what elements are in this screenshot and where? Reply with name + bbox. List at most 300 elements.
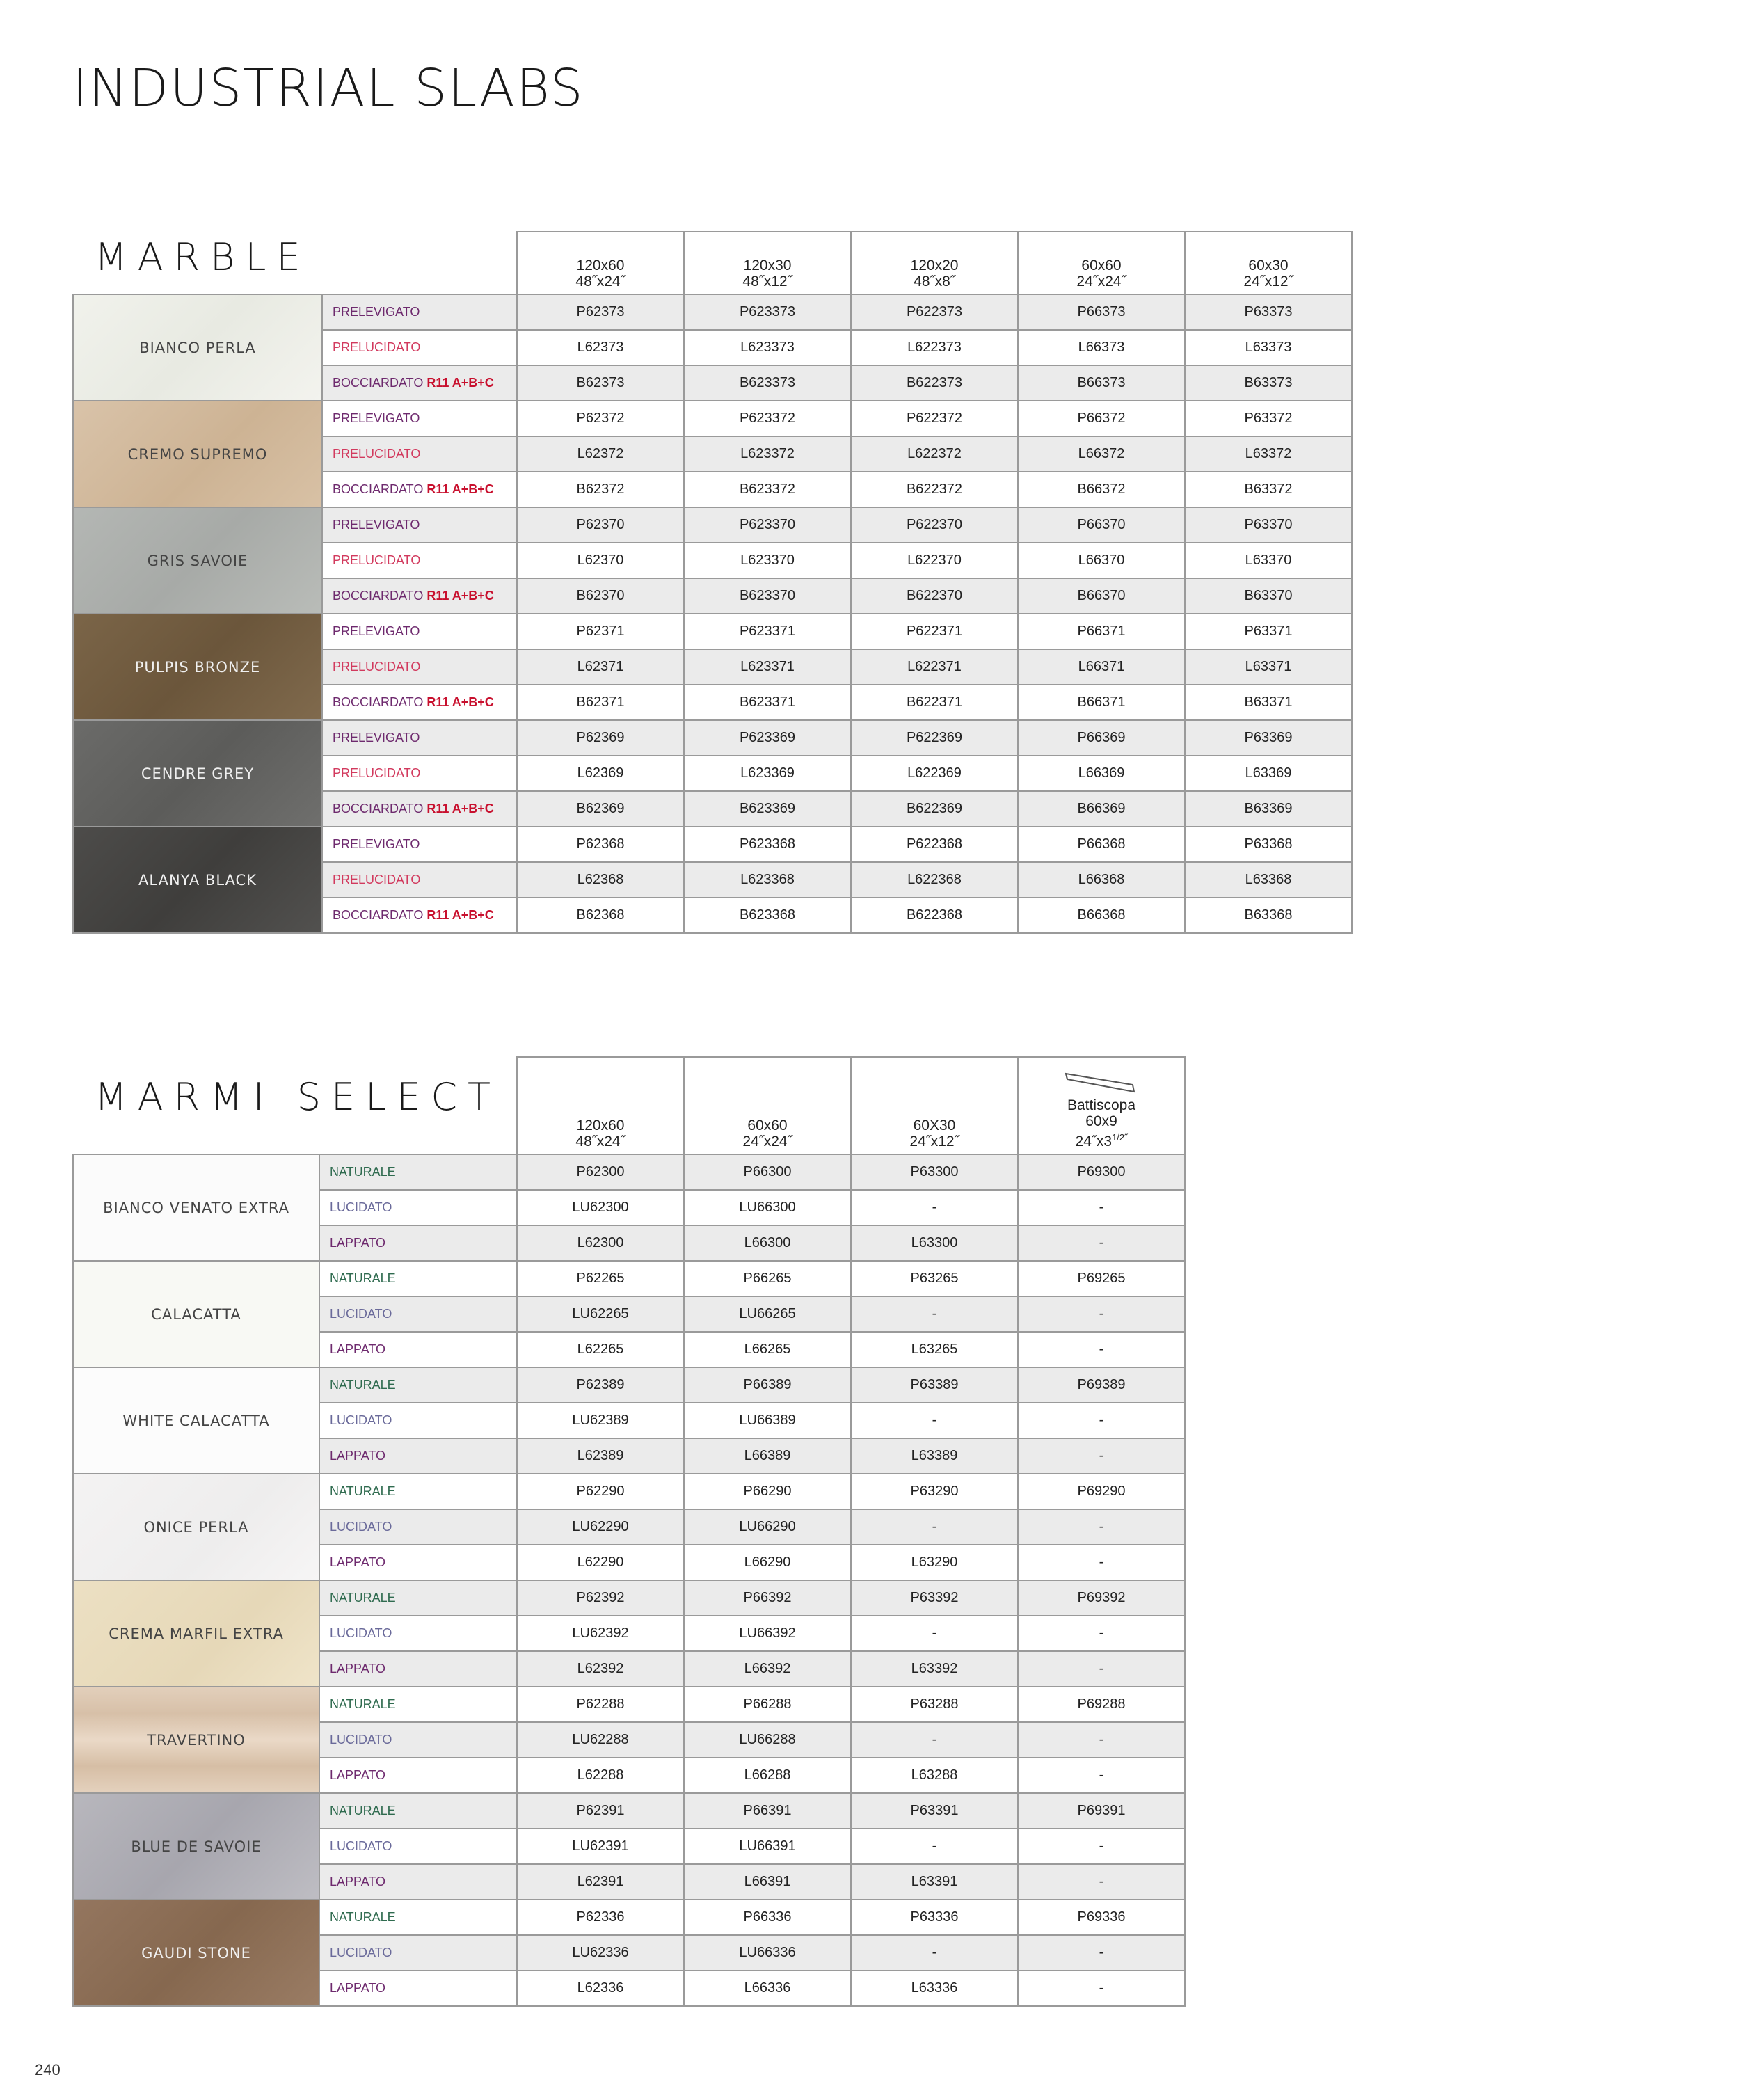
product-code: P62369 (517, 720, 684, 756)
product-code: P623369 (684, 720, 851, 756)
product-code: B66370 (1018, 578, 1185, 614)
product-code: B66371 (1018, 685, 1185, 720)
product-code: LU66389 (684, 1403, 851, 1438)
size-metric: 60x9 (1085, 1113, 1117, 1129)
size-label: Battiscopa (1067, 1097, 1136, 1113)
product-code: L63369 (1185, 756, 1352, 791)
product-code: P66370 (1018, 507, 1185, 543)
slip-rating-badge: R11 A+B+C (426, 589, 494, 603)
product-code: B63371 (1185, 685, 1352, 720)
finish-label: BOCCIARDATO R11 A+B+C (322, 685, 517, 720)
slip-rating-badge: R11 A+B+C (426, 482, 494, 496)
size-metric: 120x30 (743, 257, 792, 273)
size-imperial: 24˝x24˝ (1076, 273, 1126, 289)
product-code: P66336 (684, 1900, 851, 1935)
product-code: P69391 (1018, 1793, 1185, 1829)
product-code: P622373 (851, 294, 1018, 330)
product-code: L66371 (1018, 649, 1185, 685)
product-code: LU66336 (684, 1935, 851, 1971)
product-code: B622369 (851, 791, 1018, 827)
finish-label: BOCCIARDATO R11 A+B+C (322, 898, 517, 933)
product-code: B622373 (851, 365, 1018, 401)
size-imperial: 48˝x12˝ (742, 273, 792, 289)
product-code: P69288 (1018, 1687, 1185, 1722)
material-swatch-bianco-perla: BIANCO PERLA (73, 294, 322, 401)
size-header (1185, 232, 1352, 294)
product-code: P66369 (1018, 720, 1185, 756)
finish-label: BOCCIARDATO R11 A+B+C (322, 365, 517, 401)
product-code: P62265 (517, 1261, 684, 1296)
product-code: B62370 (517, 578, 684, 614)
product-code: L63300 (851, 1225, 1018, 1261)
size-header (684, 232, 851, 294)
product-code: B66373 (1018, 365, 1185, 401)
product-code: B622368 (851, 898, 1018, 933)
product-code: P69265 (1018, 1261, 1185, 1296)
finish-label: PRELUCIDATO (322, 436, 517, 472)
product-code: L62391 (517, 1864, 684, 1900)
material-swatch-white-calacatta: WHITE CALACATTA (73, 1367, 319, 1474)
product-code: L622368 (851, 862, 1018, 898)
product-code: LU62300 (517, 1190, 684, 1225)
product-code: P623372 (684, 401, 851, 436)
product-code: P62300 (517, 1154, 684, 1190)
finish-label: LAPPATO (319, 1332, 517, 1367)
product-code: B63372 (1185, 472, 1352, 507)
table-row (73, 827, 1352, 862)
product-code: - (1018, 1864, 1185, 1900)
product-code: L623370 (684, 543, 851, 578)
size-metric: 60X30 (913, 1117, 956, 1133)
size-metric: 120x20 (910, 257, 959, 273)
product-code: P63369 (1185, 720, 1352, 756)
product-code: B622370 (851, 578, 1018, 614)
product-code: B62369 (517, 791, 684, 827)
section-title-marmi-select: MARMI SELECT (95, 1075, 502, 1119)
product-code: P62370 (517, 507, 684, 543)
product-code: P69392 (1018, 1580, 1185, 1616)
slip-rating-badge: R11 A+B+C (426, 908, 494, 922)
product-code: P63336 (851, 1900, 1018, 1935)
finish-label: NATURALE (319, 1580, 517, 1616)
product-code: B62373 (517, 365, 684, 401)
product-code: L63265 (851, 1332, 1018, 1367)
product-code: L63391 (851, 1864, 1018, 1900)
finish-label: LUCIDATO (319, 1296, 517, 1332)
product-code: - (1018, 1403, 1185, 1438)
size-imperial: 24˝x12˝ (909, 1133, 959, 1150)
slip-rating-badge: R11 A+B+C (426, 695, 494, 709)
product-code: - (1018, 1332, 1185, 1367)
product-code: - (1018, 1935, 1185, 1971)
marble-price-table (72, 231, 1353, 934)
product-code: L62368 (517, 862, 684, 898)
product-code: - (851, 1935, 1018, 1971)
header-spacer (73, 232, 517, 294)
size-header-row (73, 232, 1352, 294)
page-title: INDUSTRIAL SLABS (72, 58, 584, 118)
product-code: L63336 (851, 1971, 1018, 2006)
finish-label: LAPPATO (319, 1438, 517, 1474)
table-row (73, 1261, 1185, 1296)
product-code: P66265 (684, 1261, 851, 1296)
finish-label: BOCCIARDATO R11 A+B+C (322, 578, 517, 614)
product-code: P62372 (517, 401, 684, 436)
product-code: P62288 (517, 1687, 684, 1722)
product-code: L66369 (1018, 756, 1185, 791)
material-swatch-cremo-supremo: CREMO SUPREMO (73, 401, 322, 507)
table-row (73, 294, 1352, 330)
finish-label: PRELUCIDATO (322, 330, 517, 365)
product-code: L62288 (517, 1758, 684, 1793)
section-title-marble: MARBLE (95, 235, 311, 279)
product-code: B63370 (1185, 578, 1352, 614)
product-code: L63288 (851, 1758, 1018, 1793)
product-code: L66290 (684, 1545, 851, 1580)
product-code: - (1018, 1225, 1185, 1261)
table-row (73, 614, 1352, 649)
product-code: L66391 (684, 1864, 851, 1900)
product-code: B66369 (1018, 791, 1185, 827)
product-code: B623371 (684, 685, 851, 720)
finish-label: PRELUCIDATO (322, 756, 517, 791)
product-code: B63373 (1185, 365, 1352, 401)
product-code: P69300 (1018, 1154, 1185, 1190)
product-code: P62373 (517, 294, 684, 330)
product-code: P69290 (1018, 1474, 1185, 1509)
finish-label: PRELUCIDATO (322, 862, 517, 898)
header-spacer (73, 1057, 517, 1154)
product-code: L623372 (684, 436, 851, 472)
size-metric: 60x60 (747, 1117, 788, 1133)
slip-rating-badge: R11 A+B+C (426, 802, 494, 816)
finish-label: LUCIDATO (319, 1935, 517, 1971)
product-code: L622371 (851, 649, 1018, 685)
product-code: LU62265 (517, 1296, 684, 1332)
product-code: B623373 (684, 365, 851, 401)
product-code: P622368 (851, 827, 1018, 862)
material-swatch-pulpis-bronze: PULPIS BRONZE (73, 614, 322, 720)
finish-label: PRELEVIGATO (322, 507, 517, 543)
product-code: P62389 (517, 1367, 684, 1403)
material-swatch-gaudi-stone: GAUDI STONE (73, 1900, 319, 2006)
size-header (851, 1057, 1018, 1154)
finish-label: LUCIDATO (319, 1722, 517, 1758)
table-row (73, 1687, 1185, 1722)
product-code: P622371 (851, 614, 1018, 649)
table-row (73, 507, 1352, 543)
product-code: P62392 (517, 1580, 684, 1616)
product-code: P62391 (517, 1793, 684, 1829)
product-code: LU62392 (517, 1616, 684, 1651)
slip-rating-badge: R11 A+B+C (426, 376, 494, 390)
product-code: L63371 (1185, 649, 1352, 685)
product-code: - (851, 1509, 1018, 1545)
finish-label: LAPPATO (319, 1545, 517, 1580)
product-code: P66368 (1018, 827, 1185, 862)
product-code: L63389 (851, 1438, 1018, 1474)
finish-label: LUCIDATO (319, 1190, 517, 1225)
product-code: - (851, 1190, 1018, 1225)
table-row (73, 1900, 1185, 1935)
finish-label: PRELUCIDATO (322, 543, 517, 578)
product-code: P62371 (517, 614, 684, 649)
product-code: - (1018, 1971, 1185, 2006)
product-code: L623368 (684, 862, 851, 898)
product-code: P66288 (684, 1687, 851, 1722)
size-header (851, 232, 1018, 294)
product-code: P62290 (517, 1474, 684, 1509)
product-code: P622369 (851, 720, 1018, 756)
product-code: L62372 (517, 436, 684, 472)
product-code: LU62336 (517, 1935, 684, 1971)
product-code: P62368 (517, 827, 684, 862)
product-code: P63391 (851, 1793, 1018, 1829)
size-imperial: 24˝x12˝ (1243, 273, 1293, 289)
product-code: B623368 (684, 898, 851, 933)
size-imperial: 24˝x24˝ (742, 1133, 792, 1150)
product-code: L623373 (684, 330, 851, 365)
size-metric: 120x60 (576, 257, 625, 273)
product-code: B62368 (517, 898, 684, 933)
product-code: - (1018, 1758, 1185, 1793)
size-header (517, 232, 684, 294)
product-code: P63392 (851, 1580, 1018, 1616)
product-code: P66371 (1018, 614, 1185, 649)
product-code: B63369 (1185, 791, 1352, 827)
product-code: P66372 (1018, 401, 1185, 436)
finish-label: LUCIDATO (319, 1616, 517, 1651)
material-swatch-calacatta: CALACATTA (73, 1261, 319, 1367)
product-code: LU66300 (684, 1190, 851, 1225)
finish-label: LUCIDATO (319, 1509, 517, 1545)
table-row (73, 1474, 1185, 1509)
product-code: LU66290 (684, 1509, 851, 1545)
product-code: L63290 (851, 1545, 1018, 1580)
material-swatch-crema-marfil-extra: CREMA MARFIL EXTRA (73, 1580, 319, 1687)
product-code: L63370 (1185, 543, 1352, 578)
finish-label: NATURALE (319, 1687, 517, 1722)
size-metric: 120x60 (576, 1117, 625, 1133)
product-code: L62290 (517, 1545, 684, 1580)
size-imperial: 48˝x8˝ (914, 273, 955, 289)
finish-label: NATURALE (319, 1793, 517, 1829)
product-code: - (1018, 1616, 1185, 1651)
material-swatch-onice-perla: ONICE PERLA (73, 1474, 319, 1580)
product-code: P66373 (1018, 294, 1185, 330)
product-code: - (1018, 1722, 1185, 1758)
finish-label: NATURALE (319, 1154, 517, 1190)
product-code: B622371 (851, 685, 1018, 720)
size-metric: 60x60 (1081, 257, 1122, 273)
product-code: - (851, 1403, 1018, 1438)
product-code: - (851, 1722, 1018, 1758)
product-code: L66265 (684, 1332, 851, 1367)
finish-label: LAPPATO (319, 1864, 517, 1900)
product-code: P66290 (684, 1474, 851, 1509)
material-swatch-gris-savoie: GRIS SAVOIE (73, 507, 322, 614)
product-code: L62336 (517, 1971, 684, 2006)
finish-label: PRELEVIGATO (322, 614, 517, 649)
finish-label: LAPPATO (319, 1971, 517, 2006)
product-code: P63371 (1185, 614, 1352, 649)
product-code: P63265 (851, 1261, 1018, 1296)
skirting-board-icon (1063, 1069, 1140, 1095)
product-code: P623368 (684, 827, 851, 862)
product-code: B63368 (1185, 898, 1352, 933)
product-code: LU66265 (684, 1296, 851, 1332)
product-code: P66300 (684, 1154, 851, 1190)
size-header-skirting (1018, 1057, 1185, 1154)
page-number: 240 (35, 2061, 61, 2078)
product-code: - (851, 1616, 1018, 1651)
product-code: L62265 (517, 1332, 684, 1367)
product-code: L66373 (1018, 330, 1185, 365)
finish-label: BOCCIARDATO R11 A+B+C (322, 472, 517, 507)
size-imperial: $24˝x3^{1/2˝}$ (1075, 1132, 1128, 1150)
marmi-select-price-table (72, 1056, 1186, 2007)
product-code: L62373 (517, 330, 684, 365)
product-code: L622370 (851, 543, 1018, 578)
product-code: - (1018, 1190, 1185, 1225)
product-code: LU66391 (684, 1829, 851, 1864)
product-code: L62371 (517, 649, 684, 685)
product-code: B623369 (684, 791, 851, 827)
finish-label: LAPPATO (319, 1651, 517, 1687)
finish-label: PRELEVIGATO (322, 827, 517, 862)
finish-label: PRELUCIDATO (322, 649, 517, 685)
material-swatch-alanya-black: ALANYA BLACK (73, 827, 322, 933)
product-code: LU62290 (517, 1509, 684, 1545)
table-row (73, 1793, 1185, 1829)
size-header (684, 1057, 851, 1154)
size-header (1018, 232, 1185, 294)
product-code: L63368 (1185, 862, 1352, 898)
product-code: L622369 (851, 756, 1018, 791)
table-row (73, 1367, 1185, 1403)
product-code: L62392 (517, 1651, 684, 1687)
product-code: - (851, 1829, 1018, 1864)
product-code: L66300 (684, 1225, 851, 1261)
finish-label: LUCIDATO (319, 1829, 517, 1864)
size-imperial: 48˝x24˝ (575, 1133, 625, 1150)
table-row (73, 1580, 1185, 1616)
product-code: B623372 (684, 472, 851, 507)
product-code: - (1018, 1509, 1185, 1545)
finish-label: NATURALE (319, 1474, 517, 1509)
product-code: P69336 (1018, 1900, 1185, 1935)
product-code: L66392 (684, 1651, 851, 1687)
finish-label: BOCCIARDATO R11 A+B+C (322, 791, 517, 827)
product-code: P63290 (851, 1474, 1018, 1509)
product-code: LU66288 (684, 1722, 851, 1758)
product-code: P623373 (684, 294, 851, 330)
product-code: P623370 (684, 507, 851, 543)
finish-label: PRELEVIGATO (322, 294, 517, 330)
product-code: L623371 (684, 649, 851, 685)
product-code: LU62389 (517, 1403, 684, 1438)
product-code: L62370 (517, 543, 684, 578)
product-code: - (1018, 1545, 1185, 1580)
product-code: L66372 (1018, 436, 1185, 472)
product-code: - (1018, 1651, 1185, 1687)
product-code: P69389 (1018, 1367, 1185, 1403)
finish-label: PRELEVIGATO (322, 401, 517, 436)
finish-label: LAPPATO (319, 1225, 517, 1261)
product-code: B62372 (517, 472, 684, 507)
product-code: B62371 (517, 685, 684, 720)
product-code: L66368 (1018, 862, 1185, 898)
table-row (73, 720, 1352, 756)
finish-label: NATURALE (319, 1261, 517, 1296)
material-swatch-travertino: TRAVERTINO (73, 1687, 319, 1793)
material-swatch-bianco-venato-extra: BIANCO VENATO EXTRA (73, 1154, 319, 1261)
product-code: P63300 (851, 1154, 1018, 1190)
product-code: P622370 (851, 507, 1018, 543)
product-code: L66389 (684, 1438, 851, 1474)
product-code: L62389 (517, 1438, 684, 1474)
product-code: L66288 (684, 1758, 851, 1793)
finish-label: LUCIDATO (319, 1403, 517, 1438)
product-code: P63368 (1185, 827, 1352, 862)
product-code: L63373 (1185, 330, 1352, 365)
finish-label: PRELEVIGATO (322, 720, 517, 756)
product-code: B66368 (1018, 898, 1185, 933)
product-code: P63389 (851, 1367, 1018, 1403)
product-code: B66372 (1018, 472, 1185, 507)
finish-label: NATURALE (319, 1900, 517, 1935)
finish-label: NATURALE (319, 1367, 517, 1403)
finish-label: LAPPATO (319, 1758, 517, 1793)
product-code: B622372 (851, 472, 1018, 507)
product-code: L63392 (851, 1651, 1018, 1687)
size-header-row (73, 1057, 1185, 1154)
product-code: P63373 (1185, 294, 1352, 330)
product-code: LU62288 (517, 1722, 684, 1758)
product-code: - (1018, 1829, 1185, 1864)
product-code: - (1018, 1296, 1185, 1332)
product-code: L66336 (684, 1971, 851, 2006)
product-code: L62300 (517, 1225, 684, 1261)
size-imperial: 48˝x24˝ (575, 273, 625, 289)
product-code: LU62391 (517, 1829, 684, 1864)
table-row (73, 1154, 1185, 1190)
product-code: P622372 (851, 401, 1018, 436)
product-code: L62369 (517, 756, 684, 791)
product-code: L622373 (851, 330, 1018, 365)
product-code: P63372 (1185, 401, 1352, 436)
product-code: L63372 (1185, 436, 1352, 472)
product-code: P623371 (684, 614, 851, 649)
product-code: L622372 (851, 436, 1018, 472)
product-code: - (1018, 1438, 1185, 1474)
material-swatch-blue-de-savoie: BLUE DE SAVOIE (73, 1793, 319, 1900)
size-metric: 60x30 (1248, 257, 1289, 273)
material-swatch-cendre-grey: CENDRE GREY (73, 720, 322, 827)
product-code: P66389 (684, 1367, 851, 1403)
product-code: B623370 (684, 578, 851, 614)
product-code: L623369 (684, 756, 851, 791)
product-code: L66370 (1018, 543, 1185, 578)
product-code: P62336 (517, 1900, 684, 1935)
product-code: P63288 (851, 1687, 1018, 1722)
size-header (517, 1057, 684, 1154)
product-code: P66391 (684, 1793, 851, 1829)
product-code: LU66392 (684, 1616, 851, 1651)
table-row (73, 401, 1352, 436)
product-code: P63370 (1185, 507, 1352, 543)
product-code: - (851, 1296, 1018, 1332)
